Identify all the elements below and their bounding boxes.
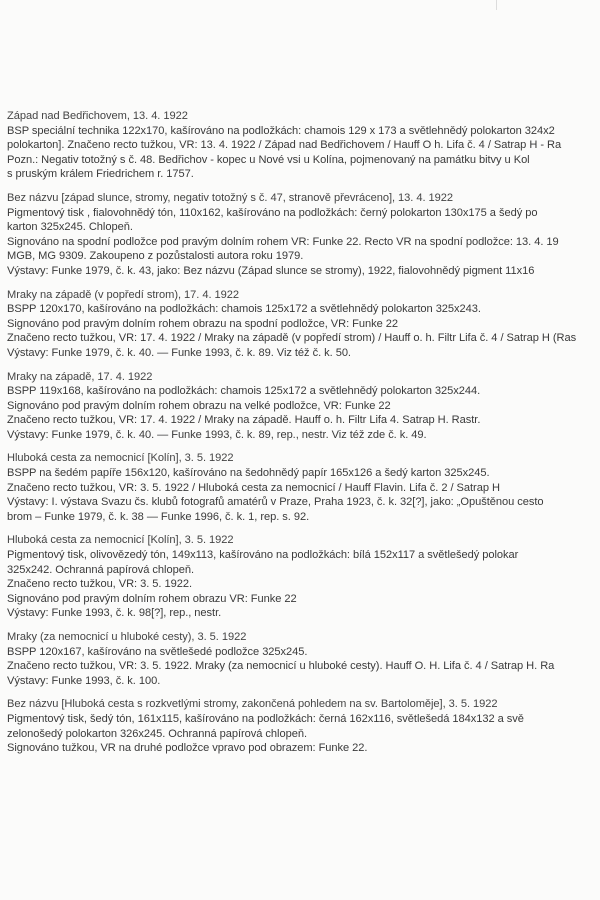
catalogue-entry [7,451,600,524]
entry-line: zelonošedý polokarton 326x245. Ochranná papírová chlopeň. [7,727,307,740]
entry-line: Značeno recto tužkou, VR: 3. 5. 1922 / Hluboká cesta za nemocnicí / Hauff Flavin. Lifa č. 2 / Satrap H [7,481,500,494]
entry-title: Mraky (za nemocnicí u hluboké cesty), 3. 5. 1922 [7,631,247,643]
entry-line: Pozn.: Negativ totožný s č. 48. Bedřichov - kopec u Nové vsi u Kolína, pojmenovaný na památku bitvy u Kol [7,153,530,166]
page-edge-mark [496,0,497,10]
entry-line: Značeno recto tužkou, VR: 3. 5. 1922. [7,578,193,591]
entry-line: BSPP 119x168, kašírováno na podložkách: chamois 125x172 a světlehnědý polokarton 325x244. [7,385,481,398]
entry-line: Pigmentový tisk, šedý tón, 161x115, kašírováno na podložkách: černá 162x116, světlešedá 184x132 a svě [7,712,524,725]
catalogue-entry [7,191,600,279]
catalogue-entry [7,533,600,621]
entry-line: Signováno na spodní podložce pod pravým dolním rohem VR: Funke 22. Recto VR na spodní podložce: 13. 4. 19 [7,235,559,248]
entry-line: Značeno recto tužkou, VR: 17. 4. 1922 / Mraky na západě. Hauff o. h. Filtr Lifa 4. Satrap H. Rastr. [7,414,481,427]
entry-title: Bez názvu [západ slunce, stromy, negativ totožný s č. 47, stranově převráceno], 13. 4. 1922 [7,191,454,204]
entry-line: Pigmentový tisk, olivovězedý tón, 149x113, kašírováno na podložkách: bílá 152x117 a světlešedý polokar [7,549,519,562]
entry-line: Signováno pod pravým dolním rohem obrazu VR: Funke 22 [7,592,297,605]
entry-line: Signováno pod pravým dolním rohem obrazu na spodní podložce, VR: Funke 22 [7,317,399,330]
entry-title: Západ nad Bedřichovem, 13. 4. 1922 [7,110,188,122]
entry-line: Pigmentový tisk , fialovohnědý tón, 110x162, kašírováno na podložkách: černý polokarton 130x175 a šedý po [7,206,538,219]
catalogue-entry [7,697,600,755]
entry-title: Mraky na západě, 17. 4. 1922 [7,370,153,383]
entry-line: MGB, MG 9309. Zakoupeno z pozůstalosti autora roku 1979. [7,250,304,263]
entry-line: Výstavy: Funke 1979, č. k. 40. — Funke 1993, č. k. 89, rep., nestr. Viz též zde č. k. 49. [7,428,427,441]
entry-line: 325x242. Ochranná papírová chlopeň. [7,563,194,576]
catalogue-entry [7,288,600,361]
entry-line: s pruským králem Friedrichem r. 1757. [7,168,194,181]
entry-line: polokarton]. Značeno recto tužkou, VR: 13. 4. 1922 / Západ nad Bedřichovem / Hauff O h. Lifa č. 4 / Satrap H - Ra [7,139,562,152]
entry-title: Hluboká cesta za nemocnicí [Kolín], 3. 5. 1922 [7,534,234,547]
entry-line: BSP speciální technika 122x170, kašírováno na podložkách: chamois 129 x 173 a světlehnědý polokarton 324x2 [7,124,555,137]
catalogue-entry [7,370,600,443]
entry-title: Mraky na západě (v popředí strom), 17. 4. 1922 [7,288,240,301]
entry-title: Hluboká cesta za nemocnicí [Kolín], 3. 5. 1922 [7,452,234,465]
catalogue-entry [7,109,600,182]
entry-line: brom – Funke 1979, č. k. 38 — Funke 1996, č. k. 1, rep. s. 92. [7,510,310,523]
entry-line: Výstavy: I. výstava Svazu čs. klubů fotografů amatérů v Praze, Praha 1923, č. k. 32[?], jako: „Opuštěnou cesto [7,496,544,509]
catalogue-entry [7,630,600,688]
entry-line: Signováno pod pravým dolním rohem obrazu na velké podložce, VR: Funke 22 [7,399,391,412]
entry-line: Výstavy: Funke 1993, č. k. 98[?], rep., nestr. [7,607,222,620]
entry-line: Výstavy: Funke 1979, č. k. 43, jako: Bez názvu (Západ slunce se stromy), 1922, fialovohnědý pigment 11x16 [7,264,535,277]
entry-line: BSPP 120x167, kašírováno na světlešedé podložce 325x245. [7,645,308,658]
entry-title: Bez názvu [Hluboká cesta s rozkvetlými stromy, zakončená pohledem na sv. Bartoloměje], 3. 5. 1922 [7,698,498,711]
entry-line: Výstavy: Funke 1979, č. k. 40. — Funke 1993, č. k. 89. Viz též č. k. 50. [7,346,351,359]
entry-line: Signováno tužkou, VR na druhé podložce vpravo pod obrazem: Funke 22. [7,742,368,755]
entry-line: Značeno recto tužkou, VR: 17. 4. 1922 / Mraky na západě (v popředí strom) / Hauff o. h. Filtr Lifa č. 4 / Satrap H (Ras [7,332,577,345]
entry-line: Značeno recto tužkou, VR: 3. 5. 1922. Mraky (za nemocnicí u hluboké cesty). Hauff O. H. Lifa č. 4 / Satrap H. Ra [7,660,555,673]
catalogue-entries [7,109,600,765]
entry-line: BSPP na šedém papíře 156x120, kašírováno na šedohnědý papír 165x126 a šedý karton 325x245. [7,467,490,480]
entry-line: karton 325x245. Chlopeň. [7,221,133,234]
entry-line: BSPP 120x170, kašírováno na podložkách: chamois 125x172 a světlehnědý polokarton 325x243. [7,303,481,316]
entry-line: Výstavy: Funke 1993, č. k. 100. [7,674,161,687]
